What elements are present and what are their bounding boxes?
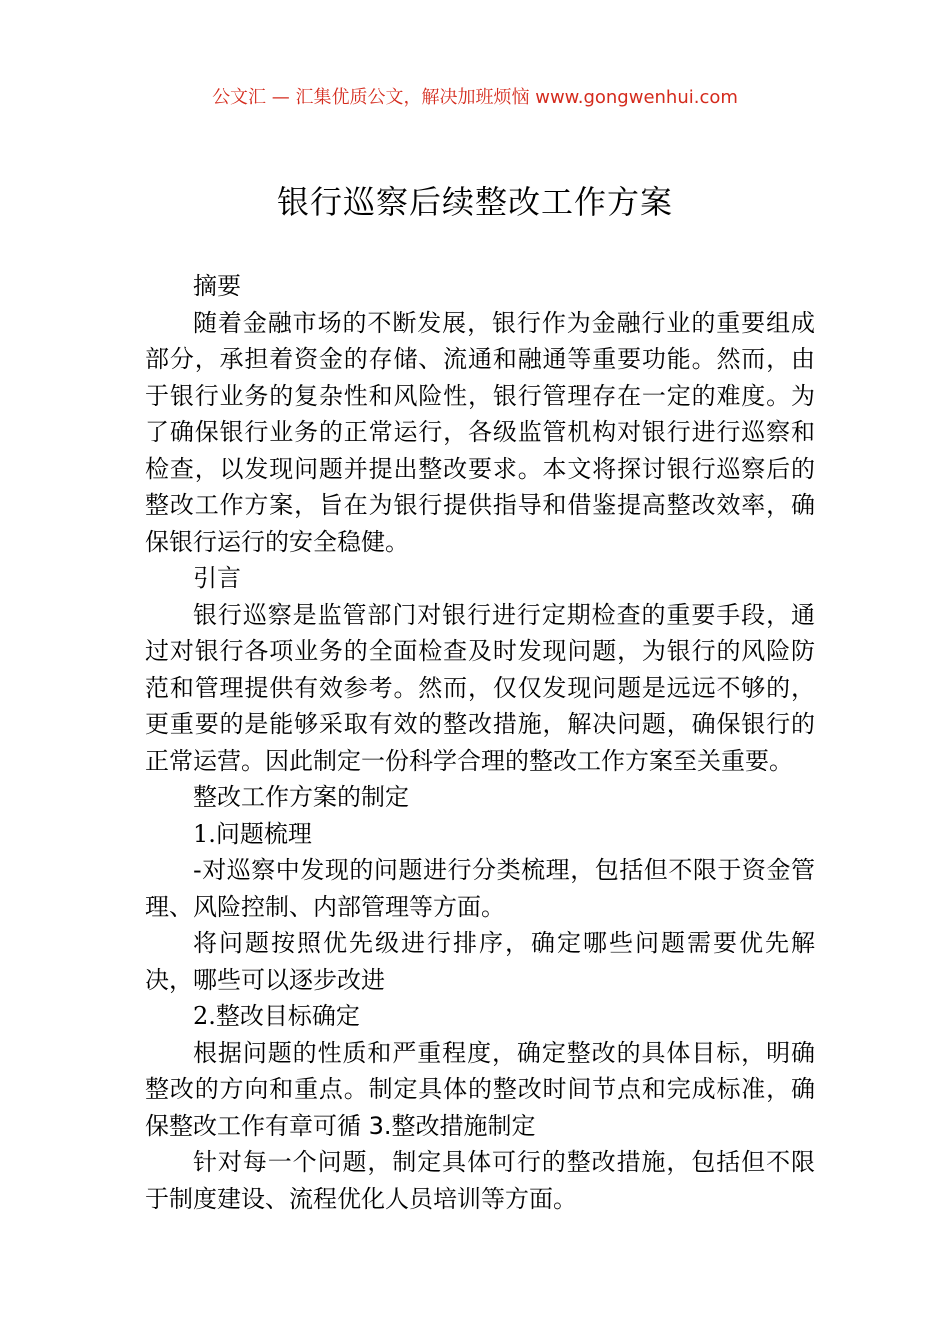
paragraph-issue-classification: -对巡察中发现的问题进行分类梳理，包括但不限于资金管理、风险控制、内部管理等方面。 bbox=[145, 856, 815, 921]
section-heading-introduction: 引言 bbox=[193, 564, 241, 592]
document-body bbox=[145, 268, 815, 1217]
paragraph-goal-setting: 根据问题的性质和严重程度，确定整改的具体目标，明确整改的方向和重点。制定具体的整改时间节点和完成标准，确保整改工作有章可循 3.整改措施制定 bbox=[145, 1038, 815, 1140]
section-heading-abstract: 摘要 bbox=[193, 272, 241, 300]
paragraph-issue-priority: 将问题按照优先级进行排序，确定哪些问题需要优先解决，哪些可以逐步改进 bbox=[145, 929, 815, 994]
paragraph-measures: 针对每一个问题，制定具体可行的整改措施，包括但不限于制度建设、流程优化人员培训等方面。 bbox=[145, 1148, 815, 1213]
paragraph-abstract: 随着金融市场的不断发展，银行作为金融行业的重要组成部分，承担着资金的存储、流通和融通等重要功能。然而，由于银行业务的复杂性和风险性，银行管理存在一定的难度。为了确保银行业务的正常运行，各级监管机构对银行进行巡察和检查，以发现问题并提出整改要求。本文将探讨银行巡察后的整改工作方案，旨在为银行提供指导和借鉴提高整改效率，确保银行运行的安全稳健。 bbox=[145, 308, 815, 556]
paragraph-introduction: 银行巡察是监管部门对银行进行定期检查的重要手段，通过对银行各项业务的全面检查及时发现问题，为银行的风险防范和管理提供有效参考。然而，仅仅发现问题是远远不够的，更重要的是能够采取有效的整改措施，解决问题，确保银行的正常运营。因此制定一份科学合理的整改工作方案至关重要。 bbox=[145, 600, 815, 775]
document-title: 银行巡察后续整改工作方案 bbox=[276, 183, 673, 221]
subheading-issue-review: 1.问题梳理 bbox=[193, 819, 312, 848]
subheading-goal-setting: 2.整改目标确定 bbox=[193, 1002, 360, 1030]
header-banner: 公文汇 — 汇集优质公文，解决加班烦恼 www.gongwenhui.com bbox=[212, 87, 738, 108]
section-heading-plan: 整改工作方案的制定 bbox=[193, 783, 409, 811]
